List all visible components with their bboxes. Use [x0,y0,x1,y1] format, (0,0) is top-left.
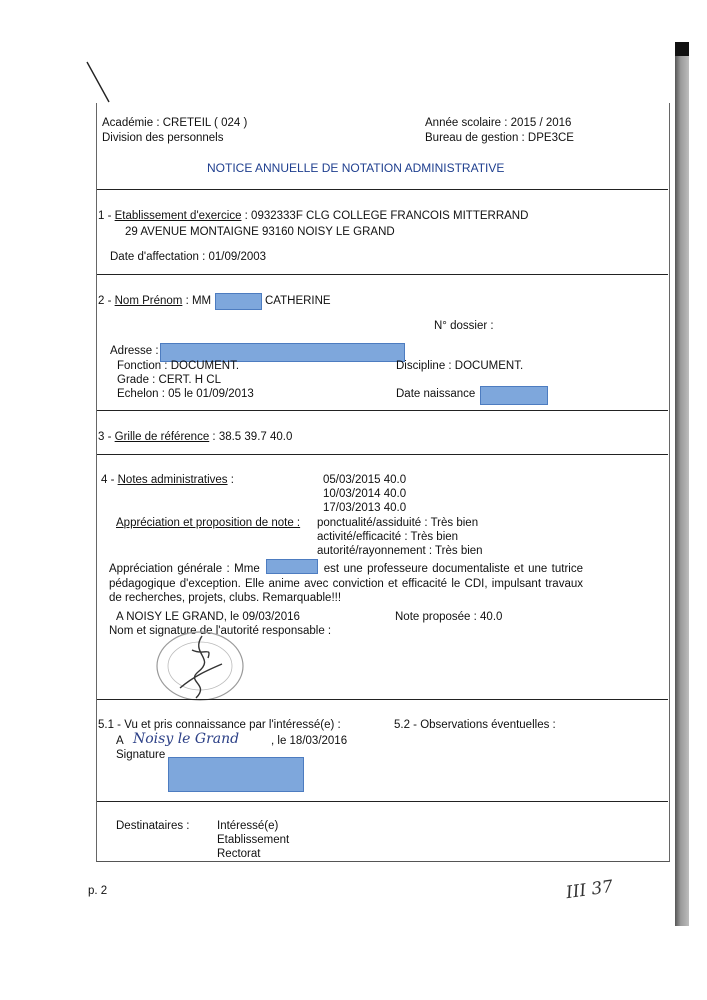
redacted-signature [168,757,304,792]
pen-mark [84,60,114,106]
critere-ponctualite: ponctualité/assiduité : Très bien [317,517,479,529]
etablissement-value: : 0932333F CLG COLLEGE FRANCOIS MITTERRAND [241,210,529,222]
date-naissance-label: Date naissance [396,388,476,400]
destinataires-label: Destinataires : [116,820,190,832]
notes-label: Notes administratives [117,474,228,486]
date-affectation: Date d'affectation : 01/09/2003 [110,251,267,263]
fonction: Fonction : DOCUMENT. [117,360,240,372]
lieu-date: A NOISY LE GRAND, le 09/03/2016 [116,611,300,623]
divider [97,189,668,190]
discipline: Discipline : DOCUMENT. [396,360,524,372]
grille-value: : 38.5 39.7 40.0 [209,431,293,443]
grille-label: Grille de référence [114,431,210,443]
critere-autorite: autorité/rayonnement : Très bien [317,545,483,557]
handwritten-place: Noisy le Grand [133,731,240,747]
signataire-label: Nom et signature de l'autorité responsable : [109,625,332,637]
grade: Grade : CERT. H CL [117,374,221,386]
adresse-label: Adresse : [110,345,159,357]
note-2013: 17/03/2013 40.0 [323,502,407,514]
divider [97,699,668,700]
destinataire-interesse: Intéressé(e) [217,820,279,832]
redacted-name [266,559,318,574]
page-title: NOTICE ANNUELLE DE NOTATION ADMINISTRATIVE [207,161,505,175]
appreciation-label: Appréciation et proposition de note : [116,517,301,529]
signature-label: Signature [116,749,166,761]
divider [97,454,668,455]
vu-et-pris: 5.1 - Vu et pris connaissance par l'intéressé(e) : [98,719,341,731]
page-number: p. 2 [88,885,108,897]
scan-edge-top [675,42,689,56]
handwritten-reference: III 37 [564,876,615,904]
critere-activite: activité/efficacité : Très bien [317,531,459,543]
division: Division des personnels [102,132,224,144]
section-3-line: 3 - Grille de référence : 38.5 39.7 40.0 [98,431,293,443]
section-2-line: 2 - Nom Prénom : MM [98,295,212,307]
observations: 5.2 - Observations éventuelles : [394,719,556,731]
scan-edge [675,42,689,926]
etablissement-address: 29 AVENUE MONTAIGNE 93160 NOISY LE GRAND [125,226,395,238]
firstname: CATHERINE [265,295,331,307]
echelon: Echelon : 05 le 01/09/2013 [117,388,254,400]
note-proposee: Note proposée : 40.0 [395,611,503,623]
destinataire-rectorat: Rectorat [217,848,261,860]
section-1-line: 1 - Etablissement d'exercice : 0932333F CLG COLLEGE FRANCOIS MITTERRAND [98,210,529,222]
redacted-birthdate [480,386,548,405]
annee-scolaire: Année scolaire : 2015 / 2016 [425,117,572,129]
lieu-a: A [116,735,124,747]
note-2015: 05/03/2015 40.0 [323,474,407,486]
appreciation-generale: Appréciation générale : Mme est une professeure documentaliste et une tutrice pédagogique d'exception. Elle anime avec conviction et efficacité le CDI, impulsant travaux de recherches, projets, clubs. Remarquable!!! [109,559,583,606]
nom-prenom-label: Nom Prénom [114,295,183,307]
divider [97,274,668,275]
etablissement-label: Etablissement d'exercice [114,210,242,222]
destinataire-etablissement: Etablissement [217,834,290,846]
redacted-lastname [215,293,262,310]
divider [97,801,668,802]
section-4-line: 4 - Notes administratives : [101,474,234,486]
divider [97,410,668,411]
numero-dossier: N° dossier : [434,320,494,332]
academie: Académie : CRETEIL ( 024 ) [102,117,248,129]
bureau-gestion: Bureau de gestion : DPE3CE [425,132,574,144]
official-stamp [150,628,250,704]
note-2014: 10/03/2014 40.0 [323,488,407,500]
date-vu: , le 18/03/2016 [271,735,348,747]
